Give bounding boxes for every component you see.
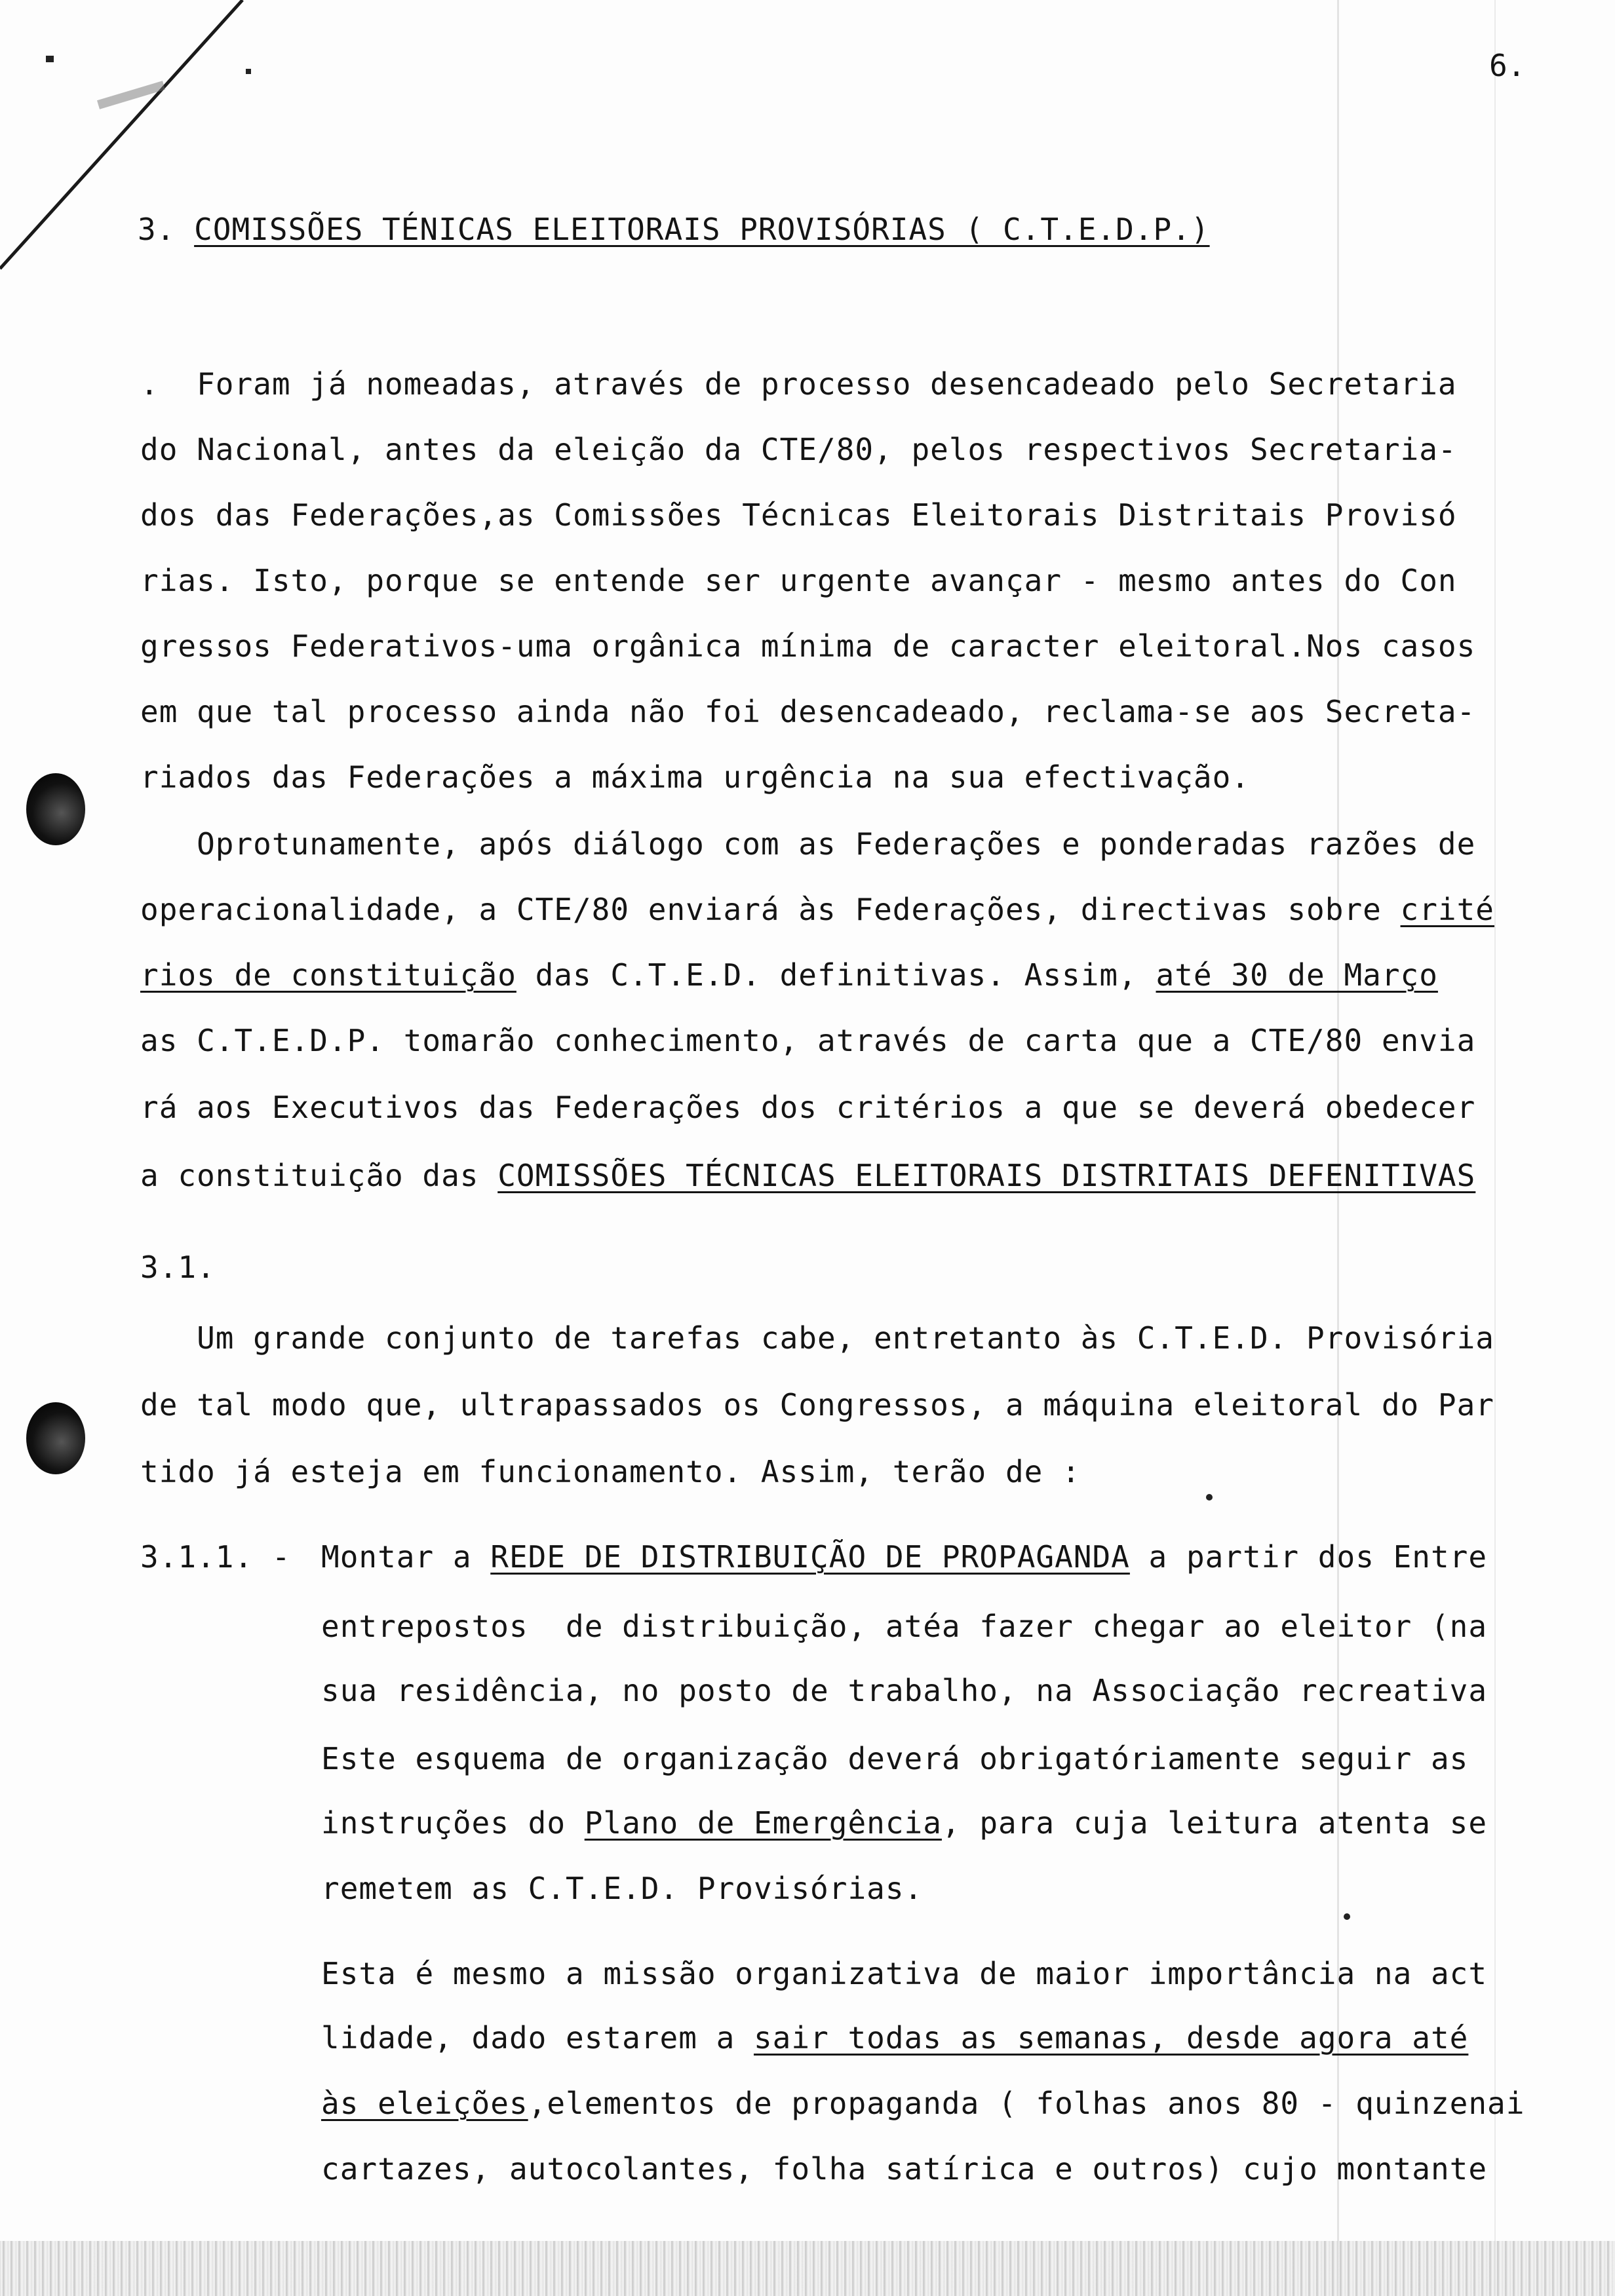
subsection-line: sua residência, no posto de trabalho, na Associação recreativa	[321, 1673, 1488, 1708]
subsection-line: Esta é mesmo a missão organizativa de maior importância na act	[321, 1956, 1488, 1991]
section-3-1-line: de tal modo que, ultrapassados os Congressos, a máquina eleitoral do Par	[140, 1387, 1494, 1423]
subsection-line: remetem as C.T.E.D. Provisórias.	[321, 1871, 924, 1906]
paragraph-2-line	[140, 1156, 1475, 1195]
paragraph-1-line: rias. Isto, porque se entende ser urgente avançar - mesmo antes do Con	[140, 563, 1457, 598]
subsection-line: cartazes, autocolantes, folha satírica e outros) cujo montante	[321, 2151, 1488, 2187]
section-heading	[138, 210, 1210, 249]
underlined-text: Plano de Emergência	[584, 1805, 942, 1841]
text-run: ,elementos de propaganda ( folhas anos 80 - quinzenai	[528, 2086, 1525, 2121]
underlined-text: às eleições	[321, 2086, 528, 2121]
paragraph-2-line: rá aos Executivos das Federações dos critérios a que se deverá obedecer	[140, 1090, 1476, 1125]
paragraph-1-line: . Foram já nomeadas, através de processo desencadeado pelo Secretaria	[140, 366, 1457, 402]
subsection-line: entrepostos de distribuição, atéa fazer chegar ao eleitor (na	[321, 1609, 1488, 1644]
underlined-text: até 30 de Março	[1156, 957, 1438, 993]
text-run: das C.T.E.D. definitivas. Assim,	[516, 957, 1156, 993]
paragraph-1-line: gressos Federativos-uma orgânica mínima de caracter eleitoral.Nos casos	[140, 628, 1476, 664]
text-run: operacionalidade, a CTE/80 enviará às Federações, directivas sobre	[140, 892, 1401, 927]
paragraph-2-line	[140, 890, 1494, 929]
underlined-text: sair todas as semanas, desde agora até	[753, 2020, 1469, 2056]
underlined-text: crité	[1400, 892, 1495, 927]
subsection-line	[321, 1537, 1487, 1577]
scan-artifact-line	[1494, 0, 1496, 2296]
underlined-text: rios de constituição	[140, 957, 516, 993]
section-number: 3.1.	[140, 1250, 216, 1285]
text-run: , para cuja leitura atenta se	[941, 1805, 1488, 1841]
scan-bottom-artifact	[0, 2241, 1615, 2296]
text-run: instruções do	[321, 1805, 585, 1841]
text-run: lidade, dado estarem a	[321, 2020, 754, 2056]
text-run: a partir dos Entre	[1129, 1539, 1488, 1575]
paragraph-1-line: riados das Federações a máxima urgência na sua efectivação.	[140, 759, 1250, 795]
subsection-line	[321, 2084, 1525, 2123]
section-3-1-line: tido já esteja em funcionamento. Assim, terão de :	[140, 1454, 1081, 1489]
paragraph-2-line: as C.T.E.D.P. tomarão conhecimento, através de carta que a CTE/80 envia	[140, 1023, 1476, 1058]
underlined-text: REDE DE DISTRIBUIÇÃO DE PROPAGANDA	[490, 1539, 1130, 1575]
punch-hole	[26, 1402, 85, 1474]
ink-speck	[1344, 1913, 1350, 1920]
subsection-number: 3.1.1. -	[140, 1539, 291, 1575]
heading-number: 3.	[138, 212, 176, 247]
paragraph-2-line	[140, 955, 1438, 995]
page-number: 6.	[1489, 48, 1526, 83]
paragraph-1-line: dos das Federações,as Comissões Técnicas Eleitorais Distritais Provisó	[140, 497, 1457, 533]
paragraph-1-line: do Nacional, antes da eleição da CTE/80, pelos respectivos Secretaria-	[140, 432, 1457, 467]
underlined-text: COMISSÕES TÉCNICAS ELEITORAIS DISTRITAIS DEFENITIVAS	[497, 1158, 1476, 1193]
heading-title: COMISSÕES TÉNICAS ELEITORAIS PROVISÓRIAS ( C.T.E.D.P.)	[194, 212, 1210, 247]
punch-hole	[26, 773, 85, 845]
subsection-line: Este esquema de organização deverá obrigatóriamente seguir as	[321, 1741, 1469, 1776]
subsection-line	[321, 1803, 1487, 1843]
section-3-1-line: Um grande conjunto de tarefas cabe, entretanto às C.T.E.D. Provisória	[140, 1320, 1494, 1356]
subsection-line	[321, 2018, 1468, 2057]
scan-artifact-line	[1337, 0, 1339, 2296]
text-run: a constituição das	[140, 1158, 498, 1193]
ink-speck	[1206, 1494, 1213, 1501]
text-run: Montar a	[321, 1539, 491, 1575]
paragraph-2-line: Oprotunamente, após diálogo com as Federações e ponderadas razões de	[140, 826, 1476, 862]
paragraph-1-line: em que tal processo ainda não foi desencadeado, reclama-se aos Secreta-	[140, 694, 1476, 729]
